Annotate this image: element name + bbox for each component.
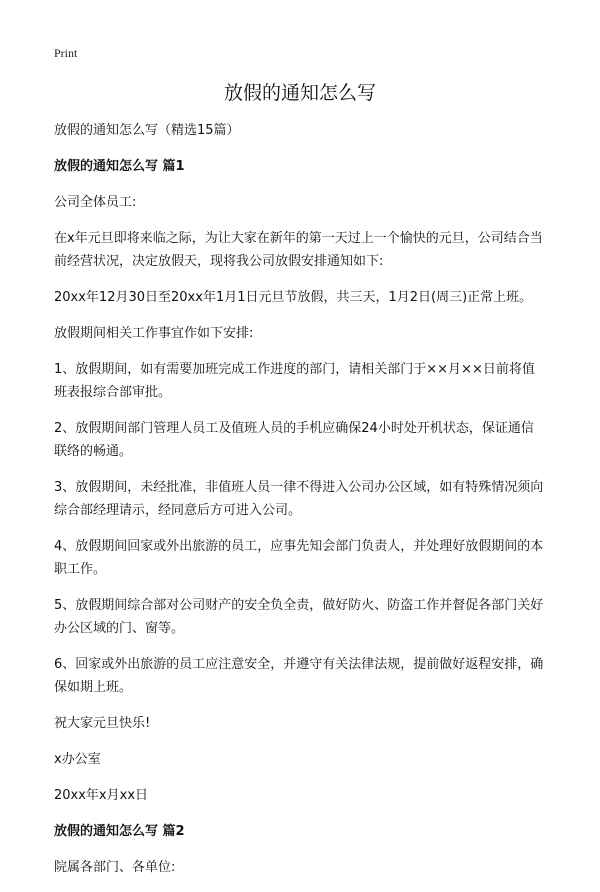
salutation-2: 院属各部门、各单位: [54, 860, 176, 875]
list-item: 3、放假期间，未经批准，非值班人员一律不得进入公司办公区域，如有特殊情况须向综合部经理请示，经同意后方可进入公司。 [54, 480, 544, 518]
section-heading-2: 放假的通知怎么写 篇2 [54, 824, 185, 839]
list-item: 5、放假期间综合部对公司财产的安全负全责，做好防火、防盗工作并督促各部门关好办公区域的门、窗等。 [54, 598, 544, 636]
document-subtitle: 放假的通知怎么写（精选15篇） [54, 123, 240, 138]
intro-paragraph: 在x年元旦即将来临之际，为让大家在新年的第一天过上一个愉快的元旦，公司结合当前经营状况，决定放假天，现将我公司放假安排通知如下: [54, 231, 543, 269]
list-item: 4、放假期间回家或外出旅游的员工，应事先知会部门负责人，并处理好放假期间的本职工作。 [54, 539, 544, 577]
closing-greeting: 祝大家元旦快乐! [54, 716, 151, 731]
matters-intro: 放假期间相关工作事宜作如下安排: [54, 326, 254, 341]
list-item: 1、放假期间，如有需要加班完成工作进度的部门，请相关部门于××月××日前将值班表报综合部审批。 [54, 362, 535, 400]
schedule-paragraph: 20xx年12月30日至20xx年1月1日元旦节放假，共三天，1月2日(周三)正常上班。 [54, 290, 533, 305]
date-line: 20xx年x月xx日 [54, 788, 149, 803]
list-item: 6、回家或外出旅游的员工应注意安全，并遵守有关法律法规，提前做好返程安排，确保如期上班。 [54, 657, 544, 695]
document-body [54, 119, 546, 892]
print-link[interactable]: Print [54, 46, 78, 60]
list-item: 2、放假期间部门管理人员工及值班人员的手机应确保24小时处开机状态，保证通信联络的畅通。 [54, 421, 534, 459]
signature: x办公室 [54, 752, 101, 767]
salutation-1: 公司全体员工: [54, 195, 137, 210]
section-heading-1: 放假的通知怎么写 篇1 [54, 159, 185, 174]
page-title: 放假的通知怎么写 [223, 82, 376, 104]
